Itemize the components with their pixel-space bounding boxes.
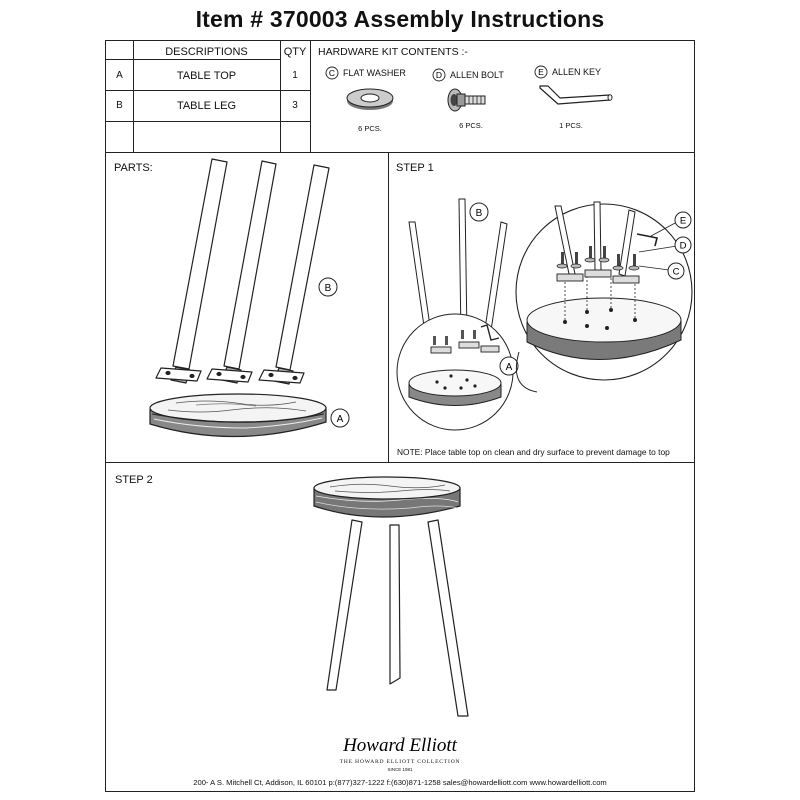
parts-illustration [106, 152, 388, 462]
hw-qty: 6 PCS. [358, 124, 382, 133]
hardware-heading: HARDWARE KIT CONTENTS :- [318, 46, 468, 58]
collection-name: THE HOWARD ELLIOTT COLLECTION [339, 759, 461, 765]
callout-a-label: A [336, 414, 344, 425]
allen-key-icon [530, 82, 620, 122]
qty-header: QTY [283, 46, 307, 58]
step1-note: NOTE: Place table top on clean and dry surface to prevent damage to top [397, 447, 670, 457]
row-description: TABLE LEG [176, 100, 237, 112]
hw-qty: 6 PCS. [459, 121, 483, 130]
table-col-divider [310, 40, 311, 152]
signature: Howard Elliott [343, 735, 457, 756]
assembled-legs [327, 520, 468, 716]
callout-b-label: B [324, 283, 332, 294]
hw-letter: D [435, 70, 443, 81]
section-divider [106, 462, 694, 463]
hw-letter: C [328, 68, 336, 79]
callout-b-label: B [475, 208, 483, 219]
step1-label: STEP 1 [396, 162, 434, 174]
table-top-drawing [150, 394, 326, 437]
allen-bolt-icon [440, 82, 500, 122]
parts-label: PARTS: [114, 162, 153, 174]
callout-d-icon [432, 68, 446, 82]
step2-label: STEP 2 [115, 474, 153, 486]
small-table-top [409, 370, 501, 406]
step2-assembled-table [300, 470, 500, 730]
since-label: SINCE 1981 [387, 767, 413, 772]
callout-a-label: A [505, 362, 513, 373]
descriptions-header: DESCRIPTIONS [165, 46, 248, 58]
page-title: Item # 370003 Assembly Instructions [195, 6, 605, 32]
hw-letter: E [538, 67, 544, 78]
row-id: A [116, 70, 123, 81]
footer-contact: 200- A S. Mitchell Ct, Addison, IL 60101 p:(877)327-1222 f:(630)871-1258 sales@howardelliott.com www.howardelliott.com [193, 778, 607, 787]
hw-name: ALLEN KEY [552, 67, 602, 77]
hw-name: FLAT WASHER [343, 68, 406, 78]
row-id: B [116, 100, 123, 111]
row-qty: 3 [292, 100, 298, 111]
callout-d-label: D [679, 240, 687, 252]
hw-qty: 1 PCS. [559, 121, 583, 130]
flat-washer-icon [340, 82, 400, 122]
callout-c-label: C [672, 266, 680, 278]
step1-illustration [389, 152, 694, 462]
callout-e-label: E [679, 215, 687, 227]
table-leg [156, 159, 227, 383]
signature-logo-icon [320, 733, 480, 757]
hw-name: ALLEN BOLT [450, 70, 504, 80]
callout-e-icon [534, 65, 548, 79]
callout-c-icon [325, 66, 339, 80]
row-qty: 1 [292, 70, 298, 81]
row-description: TABLE TOP [176, 70, 237, 82]
